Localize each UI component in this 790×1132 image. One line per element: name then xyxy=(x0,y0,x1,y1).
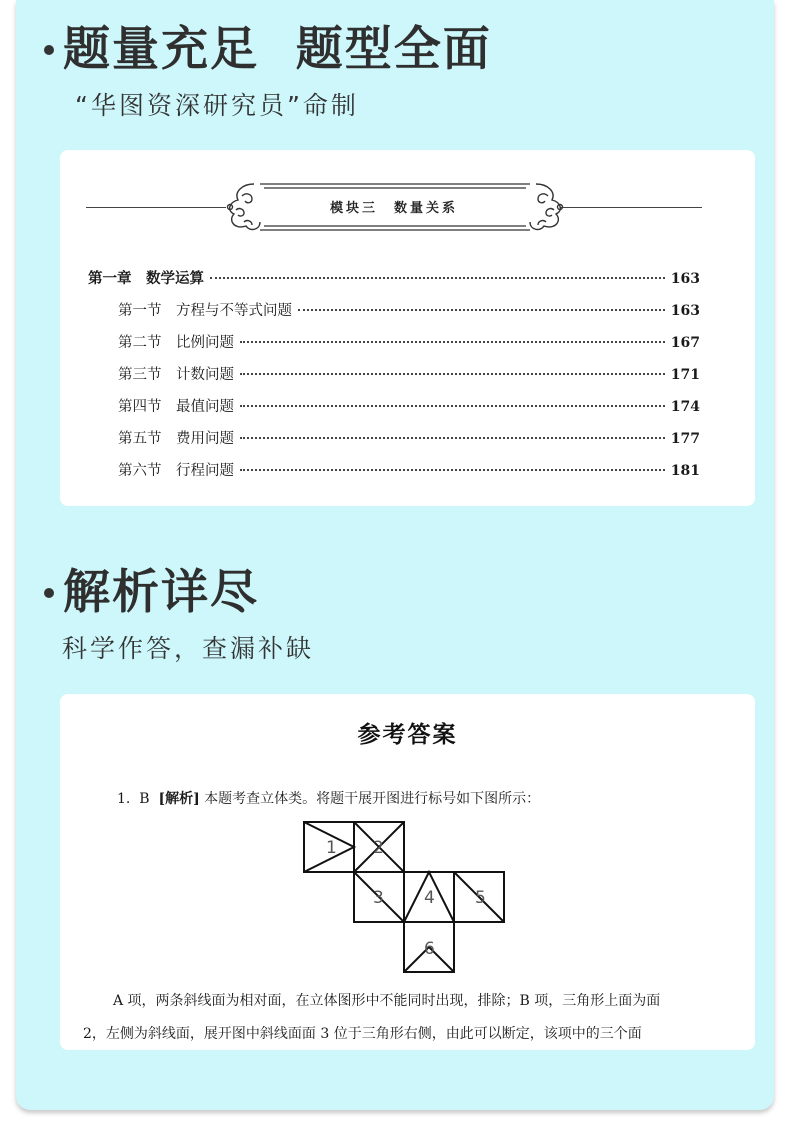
banner-left-rule xyxy=(86,207,226,208)
toc-leader-dots xyxy=(210,277,665,279)
toc-chapter-label: 第一章 数学运算 xyxy=(88,270,204,287)
question-line xyxy=(117,788,540,808)
toc-section-label: 第一节 方程与不等式问题 xyxy=(118,303,292,319)
net-label: 2 xyxy=(373,838,384,858)
toc-section-row xyxy=(118,302,700,320)
net-label: 6 xyxy=(424,939,435,959)
question-number: 1. xyxy=(117,791,131,807)
toc-section-page: 177 xyxy=(670,431,700,447)
toc-section-label: 第四节 最值问题 xyxy=(118,399,234,415)
net-label: 3 xyxy=(373,888,384,908)
explanation-line: 2，左侧为斜线面，展开图中斜线面面 3 位于三角形右侧，由此可以断定，该项中的三个面 xyxy=(83,1026,642,1042)
toc-section-row xyxy=(118,462,700,480)
analysis-tag: [解析] xyxy=(158,791,200,807)
section1-heading xyxy=(44,22,492,77)
banner-right-rule xyxy=(560,207,702,208)
toc-section-page: 163 xyxy=(670,303,700,319)
section1-subtitle: “华图资深研究员”命制 xyxy=(75,91,359,120)
toc-leader-dots xyxy=(240,373,665,375)
toc-section-page: 181 xyxy=(670,463,700,479)
section2-subtitle: 科学作答，查漏补缺 xyxy=(62,634,315,663)
bullet-dot-icon xyxy=(44,588,54,598)
toc-section-row xyxy=(118,366,700,384)
toc-section-label: 第三节 计数问题 xyxy=(118,367,234,383)
explanation-line: A 项，两条斜线面为相对面，在立体图形中不能同时出现，排除；B 项，三角形上面为面 xyxy=(113,993,661,1009)
answer-title: 参考答案 xyxy=(357,721,458,748)
toc-leader-dots xyxy=(298,309,665,311)
cube-net-figure xyxy=(300,818,510,978)
bullet-dot-icon xyxy=(44,45,54,55)
toc-section-label: 第六节 行程问题 xyxy=(118,463,234,479)
section2-title: 解析详尽 xyxy=(63,565,259,620)
net-label: 4 xyxy=(424,888,435,908)
toc-section-page: 174 xyxy=(670,399,700,415)
toc-leader-dots xyxy=(240,469,665,471)
toc-section-label: 第二节 比例问题 xyxy=(118,335,234,351)
section2-heading xyxy=(44,565,259,620)
toc-card xyxy=(60,150,755,506)
toc-chapter-row xyxy=(88,270,700,288)
toc-section-page: 167 xyxy=(670,335,700,351)
toc-section-row xyxy=(118,430,700,448)
toc-chapter-page: 163 xyxy=(670,271,700,287)
toc-leader-dots xyxy=(240,437,665,439)
banner-label-box xyxy=(260,183,528,229)
module-banner-text: 模块三 数量关系 xyxy=(329,201,458,216)
toc-leader-dots xyxy=(240,341,665,343)
toc-section-row xyxy=(118,334,700,352)
net-label: 1 xyxy=(326,838,337,858)
answer-card xyxy=(60,694,755,1050)
section1-title: 题量充足 题型全面 xyxy=(63,22,492,77)
toc-section-row xyxy=(118,398,700,416)
toc-section-label: 第五节 费用问题 xyxy=(118,431,234,447)
right-scroll-ornament-icon xyxy=(530,184,563,229)
left-scroll-ornament-icon xyxy=(228,184,261,229)
toc-leader-dots xyxy=(240,405,665,407)
net-label: 5 xyxy=(475,888,486,908)
toc-section-page: 171 xyxy=(670,367,700,383)
question-text: 本题考查立体类。将题干展开图进行标号如下图所示： xyxy=(204,791,541,807)
question-choice: B xyxy=(139,791,150,807)
